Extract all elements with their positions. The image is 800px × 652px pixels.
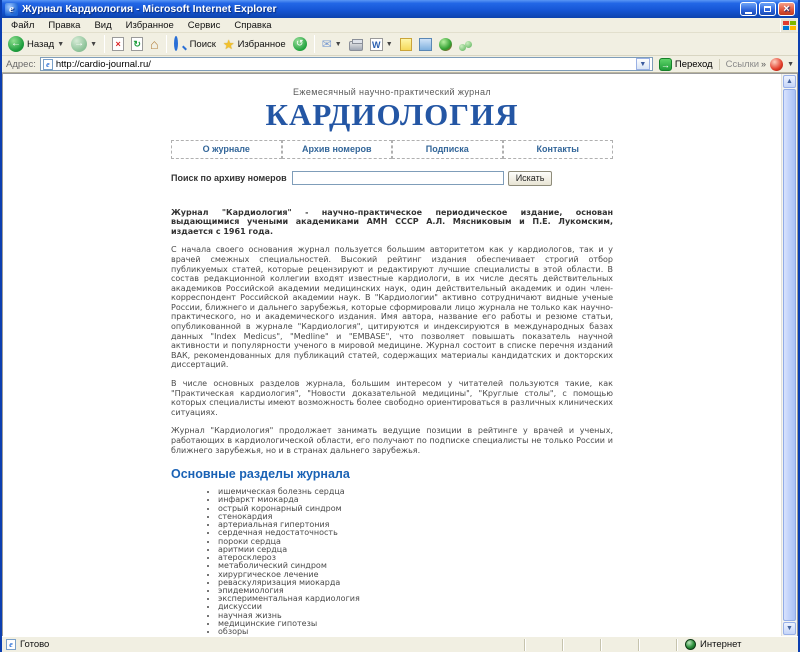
research-icon bbox=[419, 38, 432, 51]
status-bar bbox=[2, 636, 798, 652]
edit-dropdown-icon[interactable]: ▼ bbox=[385, 40, 393, 48]
minimize-icon bbox=[745, 12, 752, 14]
list-item: • стенокардия bbox=[218, 513, 613, 521]
history-icon: ↺ bbox=[293, 37, 307, 51]
windows-logo-icon bbox=[780, 19, 796, 32]
stop-icon: × bbox=[112, 37, 124, 51]
archive-search-label: Поиск по архиву номеров bbox=[171, 173, 287, 184]
archive-search bbox=[171, 171, 613, 186]
site-nav bbox=[171, 140, 613, 159]
sections-list bbox=[171, 488, 613, 636]
menu-favorites[interactable]: Избранное bbox=[125, 19, 174, 31]
favicon-icon: e bbox=[43, 59, 53, 70]
refresh-icon: ↻ bbox=[131, 37, 143, 51]
toolbar-separator bbox=[104, 35, 105, 53]
back-dropdown-icon[interactable]: ▼ bbox=[57, 40, 65, 48]
back-label: Назад bbox=[27, 38, 55, 50]
list-item: • острый коронарный синдром bbox=[218, 505, 613, 513]
search-icon bbox=[174, 38, 187, 51]
links-label: Ссылки bbox=[725, 58, 760, 70]
browser-viewport bbox=[2, 73, 798, 636]
word-edit-icon: W bbox=[370, 38, 383, 51]
address-url[interactable]: http://cardio-journal.ru/ bbox=[55, 58, 151, 70]
home-icon: ⌂ bbox=[150, 36, 159, 52]
sections-heading: Основные разделы журнала bbox=[171, 467, 350, 482]
list-item: • ишемическая болезнь сердца bbox=[218, 488, 613, 496]
stop-button[interactable] bbox=[110, 36, 126, 52]
forward-icon: → bbox=[71, 36, 87, 52]
list-item: • дискуссии bbox=[218, 603, 613, 611]
status-cell bbox=[600, 639, 638, 651]
star-icon: ★ bbox=[222, 36, 235, 52]
chevron-overflow-icon[interactable]: » bbox=[761, 59, 767, 69]
list-item: • аритмии сердца bbox=[218, 546, 613, 554]
go-arrow-icon: → bbox=[660, 59, 670, 70]
addon-tool-button[interactable] bbox=[437, 37, 454, 52]
search-button[interactable] bbox=[172, 37, 218, 52]
nav-about[interactable]: О журнале bbox=[171, 140, 282, 159]
print-button[interactable] bbox=[347, 37, 365, 52]
title-bar bbox=[2, 0, 798, 18]
menu-bar bbox=[2, 18, 798, 33]
list-item: • реваскуляризация миокарда bbox=[218, 579, 613, 587]
list-item: • артериальная гипертония bbox=[218, 521, 613, 529]
standard-toolbar bbox=[2, 33, 798, 56]
address-input[interactable] bbox=[40, 57, 653, 71]
address-label: Адрес: bbox=[6, 58, 36, 70]
note-icon bbox=[400, 38, 412, 51]
journal-title: КАРДИОЛОГИЯ bbox=[265, 97, 519, 132]
mail-dropdown-icon[interactable]: ▼ bbox=[334, 40, 342, 48]
list-item: • обзоры bbox=[218, 628, 613, 636]
favorites-label: Избранное bbox=[237, 38, 286, 50]
restore-button[interactable] bbox=[759, 2, 776, 16]
go-button[interactable] bbox=[657, 58, 715, 71]
refresh-button[interactable] bbox=[129, 36, 145, 52]
list-item: • инфаркт миокарда bbox=[218, 496, 613, 504]
list-item: • пороки сердца bbox=[218, 538, 613, 546]
edit-button[interactable] bbox=[368, 37, 395, 52]
list-item: • медицинские гипотезы bbox=[218, 620, 613, 628]
menu-edit[interactable]: Правка bbox=[48, 19, 81, 31]
close-button[interactable]: × bbox=[778, 2, 795, 16]
menu-help[interactable]: Справка bbox=[234, 19, 272, 31]
back-button[interactable] bbox=[6, 35, 66, 53]
list-item: • эпидемиология bbox=[218, 587, 613, 595]
toolbar-separator bbox=[166, 35, 167, 53]
status-text: Готово bbox=[20, 639, 50, 651]
scroll-down-icon[interactable]: ▼ bbox=[783, 622, 796, 635]
nav-archive[interactable]: Архив номеров bbox=[282, 140, 393, 159]
paragraph-rubrics: В числе основных разделов журнала, большим интересом у читателей пользуются такие, как "Практическая кардиология", "Новости доказательной медицины", "Круглые столы", с помощью которых специалисты имеют возможность более свободно ориентироваться в различных клинических ситуациях. bbox=[171, 379, 613, 417]
search-label: Поиск bbox=[189, 38, 216, 50]
toolbar-separator bbox=[314, 35, 315, 53]
addon-dropdown-icon[interactable]: ▼ bbox=[787, 60, 794, 68]
research-button[interactable] bbox=[417, 37, 434, 52]
menu-file[interactable]: Файл bbox=[11, 19, 35, 31]
addon-ball-icon bbox=[439, 38, 452, 51]
list-item: • экспериментальная кардиология bbox=[218, 595, 613, 603]
journal-tagline: Ежемесячный научно-практический журнал bbox=[293, 87, 491, 97]
browser-addon-icon[interactable] bbox=[770, 58, 783, 71]
scroll-up-icon[interactable]: ▲ bbox=[783, 75, 796, 88]
mail-button[interactable] bbox=[320, 37, 344, 51]
menu-view[interactable]: Вид bbox=[94, 19, 112, 31]
print-icon bbox=[349, 41, 363, 51]
list-item: • метаболический синдром bbox=[218, 562, 613, 570]
paragraph-lead: Журнал "Кардиология" - научно-практическое периодическое издание, основан выдающимися учеными академиками АМН СССР А.Л. Мясниковым и П.Е. Лукомским, издается с 1961 года. bbox=[171, 207, 613, 236]
address-dropdown-icon[interactable]: ▼ bbox=[636, 58, 650, 70]
scrollbar-thumb[interactable] bbox=[783, 89, 796, 621]
messenger-button[interactable] bbox=[457, 37, 476, 52]
status-cell bbox=[638, 639, 676, 651]
list-item: • сердечная недостаточность bbox=[218, 529, 613, 537]
menu-tools[interactable]: Сервис bbox=[187, 19, 221, 31]
go-label: Переход bbox=[674, 58, 713, 70]
list-item: • хирургическое лечение bbox=[218, 571, 613, 579]
restore-icon bbox=[764, 6, 771, 12]
zone-label: Интернет bbox=[700, 639, 742, 651]
list-item: • научная жизнь bbox=[218, 612, 613, 620]
nav-contacts[interactable]: Контакты bbox=[503, 140, 614, 159]
archive-search-input[interactable] bbox=[292, 171, 504, 185]
notes-button[interactable] bbox=[398, 37, 414, 52]
minimize-button[interactable] bbox=[740, 2, 757, 16]
vertical-scrollbar[interactable] bbox=[781, 74, 797, 636]
status-cell bbox=[562, 639, 600, 651]
history-button[interactable] bbox=[291, 36, 309, 52]
forward-button[interactable] bbox=[69, 35, 99, 53]
archive-search-button[interactable]: Искать bbox=[508, 171, 553, 186]
messenger-icon bbox=[459, 38, 474, 51]
ie-icon: e bbox=[5, 3, 18, 16]
paragraph-history: С начала своего основания журнал пользуется большим авторитетом как у кардиологов, так и у врачей смежных специальностей. Высокий рейтинг издания обеспечивает строгий отбор публикуемых статей, которые рецензируют и редактируют лучшие специалисты в этой области. В состав редакционной коллегии входят известные кардиологи, в их числе десять действительных академиков Российской академии медицинских наук, один действительный академик и один член-корреспондент Российской академии наук. В "Кардиологии" активно сотрудничают видные ученые России, ближнего и дальнего зарубежья, которые сформировали лицо журнала не только как научно-практического, но и академического издания. Имя автора, название его работы и резюме статьи, опубликованной в журнале "Кардиология", цитируются и индексируются в международных базах данных "Index Medicus", "Medline" и "EMBASE", что позволяет повышать показатель научной активности и популярности ученого в мировой медицине. Журнал состоит в списке перечня изданий ВАК, рекомендованных для публикаций статей, содержащих материалы кандидатских и докторских диссертаций. bbox=[171, 245, 613, 370]
nav-subscribe[interactable]: Подписка bbox=[392, 140, 503, 159]
web-page bbox=[3, 74, 781, 636]
home-button[interactable] bbox=[148, 36, 160, 52]
journal-description bbox=[171, 208, 613, 456]
favorites-button[interactable] bbox=[221, 37, 288, 52]
window-title: Журнал Кардиология - Microsoft Internet Explorer bbox=[22, 3, 277, 15]
internet-zone-icon bbox=[685, 639, 696, 650]
status-cell bbox=[524, 639, 562, 651]
links-toolbar[interactable] bbox=[719, 59, 766, 70]
paragraph-rating: Журнал "Кардиология" продолжает занимать ведущие позиции в рейтинге у врачей и ученых, работающих в кардиологической области, его получают по подписке специалисты не только России и ближнего зарубежья, но и в странах дальнего зарубежья. bbox=[171, 426, 613, 455]
back-icon: ← bbox=[8, 36, 24, 52]
status-page-icon: e bbox=[6, 639, 16, 650]
list-item: • атеросклероз bbox=[218, 554, 613, 562]
forward-dropdown-icon[interactable]: ▼ bbox=[90, 40, 98, 48]
mail-icon: ✉ bbox=[321, 37, 332, 51]
address-bar bbox=[2, 56, 798, 73]
